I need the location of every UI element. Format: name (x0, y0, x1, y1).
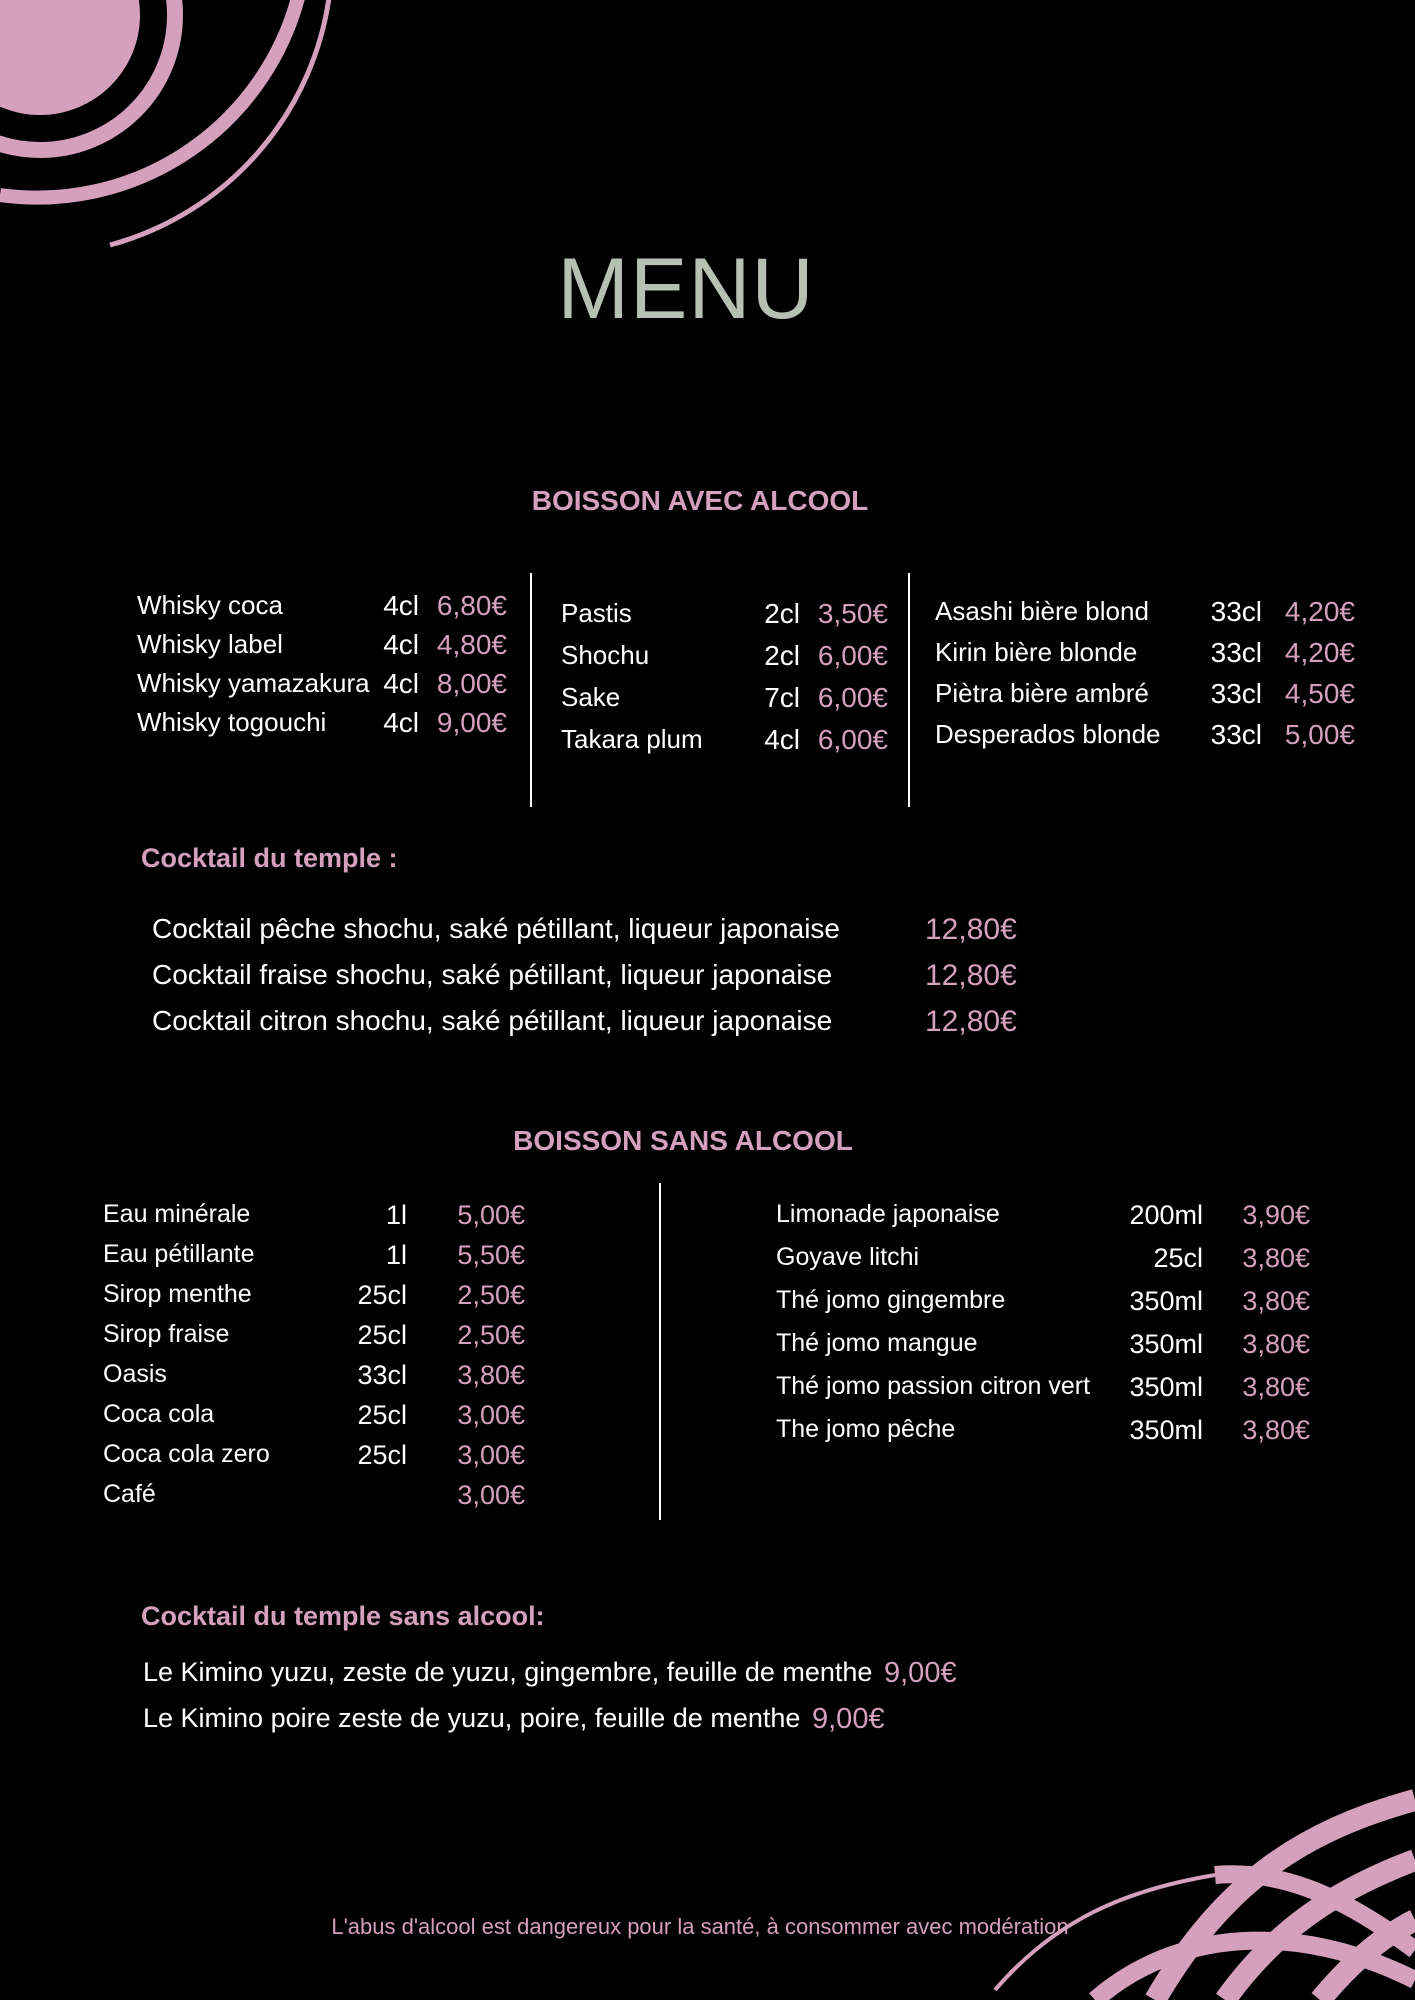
item-name: Piètra bière ambré (935, 678, 1149, 708)
item-size: 2cl (764, 598, 800, 629)
item-size: 7cl (764, 682, 800, 713)
menu-item-row (561, 682, 888, 718)
item-price: 6,80€ (436, 590, 507, 621)
item-price: 3,00€ (457, 1400, 525, 1430)
item-size: 4cl (764, 724, 800, 755)
menu-item-row (143, 1657, 1043, 1693)
item-name: Thé jomo gingembre (776, 1286, 1006, 1314)
menu-item-row (103, 1280, 525, 1316)
alcohol-heading: BOISSON AVEC ALCOOL (531, 485, 869, 516)
item-price: 4,50€ (1284, 678, 1355, 709)
item-name: Cocktail fraise shochu, saké pétillant, liqueur japonaise (152, 959, 833, 990)
disclaimer: L'abus d'alcool est dangereux pour la santé, à consommer avec modération (331, 1914, 1069, 1939)
item-price: 3,50€ (817, 598, 888, 629)
item-price: 6,00€ (817, 682, 888, 713)
item-size: 33cl (1210, 596, 1262, 627)
soft-divider (659, 1183, 661, 1520)
item-price: 12,80€ (925, 1005, 1017, 1038)
item-name: Sirop menthe (103, 1280, 252, 1308)
item-size: 33cl (1210, 637, 1262, 668)
soft-cocktails-heading: Cocktail du temple sans alcool: (141, 1601, 545, 1631)
item-name: Eau pétillante (103, 1240, 255, 1268)
item-name: Eau minérale (103, 1200, 251, 1228)
item-size: 350ml (1129, 1372, 1203, 1402)
item-price: 2,50€ (457, 1320, 525, 1350)
item-price: 3,80€ (1242, 1415, 1310, 1445)
menu-item-row (776, 1329, 1310, 1365)
item-name: Thé jomo passion citron vert (776, 1372, 1091, 1400)
menu-item-row (137, 707, 507, 743)
item-size: 4cl (383, 629, 419, 660)
item-name: Le Kimino yuzu, zeste de yuzu, gingembre, feuille de menthe (143, 1657, 873, 1687)
item-size: 350ml (1129, 1415, 1203, 1445)
menu-item-row (935, 678, 1355, 714)
item-name: Café (103, 1480, 156, 1508)
item-name: Whisky togouchi (137, 707, 327, 737)
item-price: 9,00€ (436, 707, 507, 738)
item-name: Takara plum (561, 724, 703, 754)
item-price: 3,80€ (457, 1360, 525, 1390)
item-size: 1l (385, 1240, 407, 1270)
item-size: 33cl (357, 1360, 407, 1390)
item-price: 6,00€ (817, 640, 888, 671)
menu-item-row (103, 1200, 525, 1236)
item-size: 33cl (1210, 719, 1262, 750)
item-size: 25cl (357, 1440, 407, 1470)
item-size: 2cl (764, 640, 800, 671)
item-name: Cocktail citron shochu, saké pétillant, liqueur japonaise (152, 1005, 833, 1036)
item-size: 4cl (383, 590, 419, 621)
top-left-decoration (0, 0, 360, 260)
item-name: Coca cola (103, 1400, 215, 1428)
item-name: Goyave litchi (776, 1243, 920, 1271)
alcohol-divider-1 (530, 573, 532, 807)
menu-item-row (776, 1372, 1310, 1408)
item-name: Kirin bière blonde (935, 637, 1138, 667)
menu-item-row (152, 1005, 1017, 1041)
menu-item-row (561, 598, 888, 634)
item-name: Sirop fraise (103, 1320, 230, 1348)
item-price: 6,00€ (817, 724, 888, 755)
item-size: 25cl (357, 1280, 407, 1310)
item-price: 4,80€ (436, 629, 507, 660)
menu-item-row (152, 959, 1017, 995)
menu-item-row (137, 668, 507, 704)
item-name: Coca cola zero (103, 1440, 270, 1468)
soft-heading: BOISSON SANS ALCOOL (513, 1125, 853, 1156)
alcohol-divider-2 (908, 573, 910, 807)
item-name: Thé jomo mangue (776, 1329, 978, 1357)
item-price: 12,80€ (925, 913, 1017, 946)
item-price: 3,80€ (1242, 1372, 1310, 1402)
menu-item-row (935, 719, 1355, 755)
item-size: 350ml (1129, 1329, 1203, 1359)
cocktails-heading: Cocktail du temple : (141, 843, 398, 873)
item-size: 4cl (383, 668, 419, 699)
item-price: 9,00€ (884, 1657, 957, 1689)
item-name: Cocktail pêche shochu, saké pétillant, liqueur japonaise (152, 913, 840, 944)
item-price: 3,80€ (1242, 1243, 1310, 1273)
item-name: Oasis (103, 1360, 167, 1388)
menu-item-row (152, 913, 1017, 949)
item-price: 8,00€ (436, 668, 507, 699)
item-size: 25cl (357, 1400, 407, 1430)
menu-item-row (143, 1703, 1043, 1739)
item-size: 200ml (1129, 1200, 1203, 1230)
item-name: Sake (561, 682, 621, 712)
item-price: 5,00€ (1284, 719, 1355, 750)
menu-item-row (776, 1286, 1310, 1322)
item-size: 25cl (357, 1320, 407, 1350)
item-name: Whisky yamazakura (137, 668, 370, 698)
item-price: 5,50€ (457, 1240, 525, 1270)
menu-item-row (103, 1440, 525, 1476)
menu-item-row (561, 640, 888, 676)
item-price: 2,50€ (457, 1280, 525, 1310)
item-price: 3,80€ (1242, 1329, 1310, 1359)
menu-item-row (103, 1360, 525, 1396)
item-price: 3,90€ (1242, 1200, 1310, 1230)
item-size: 4cl (383, 707, 419, 738)
menu-item-row (776, 1415, 1310, 1451)
item-price: 3,80€ (1242, 1286, 1310, 1316)
item-price: 4,20€ (1284, 596, 1355, 627)
item-size: 25cl (1153, 1243, 1203, 1273)
item-price: 9,00€ (812, 1703, 885, 1735)
item-name: Asashi bière blond (935, 596, 1149, 626)
menu-item-row (103, 1400, 525, 1436)
menu-item-row (935, 596, 1355, 632)
item-price: 3,00€ (457, 1480, 525, 1510)
item-price: 5,00€ (457, 1200, 525, 1230)
menu-item-row (103, 1240, 525, 1276)
item-price: 4,20€ (1284, 637, 1355, 668)
item-size: 33cl (1210, 678, 1262, 709)
item-size: 350ml (1129, 1286, 1203, 1316)
bottom-right-decoration (975, 1780, 1415, 2000)
menu-item-row (561, 724, 888, 760)
menu-item-row (103, 1320, 525, 1356)
item-price: 3,00€ (457, 1440, 525, 1470)
menu-item-row (137, 629, 507, 665)
item-name: Pastis (561, 598, 632, 628)
item-name: The jomo pêche (776, 1415, 956, 1443)
item-name: Whisky coca (137, 590, 283, 620)
item-name: Whisky label (137, 629, 283, 659)
menu-item-row (137, 590, 507, 626)
item-name: Le Kimino poire zeste de yuzu, poire, feuille de menthe (143, 1703, 801, 1733)
menu-item-row (776, 1200, 1310, 1236)
menu-item-row (103, 1480, 525, 1516)
item-size: 1l (385, 1200, 407, 1230)
menu-item-row (776, 1243, 1310, 1279)
item-price: 12,80€ (925, 959, 1017, 992)
item-name: Desperados blonde (935, 719, 1161, 749)
menu-item-row (935, 637, 1355, 673)
item-name: Limonade japonaise (776, 1200, 1000, 1228)
menu-title: MENU (557, 241, 815, 337)
item-name: Shochu (561, 640, 650, 670)
